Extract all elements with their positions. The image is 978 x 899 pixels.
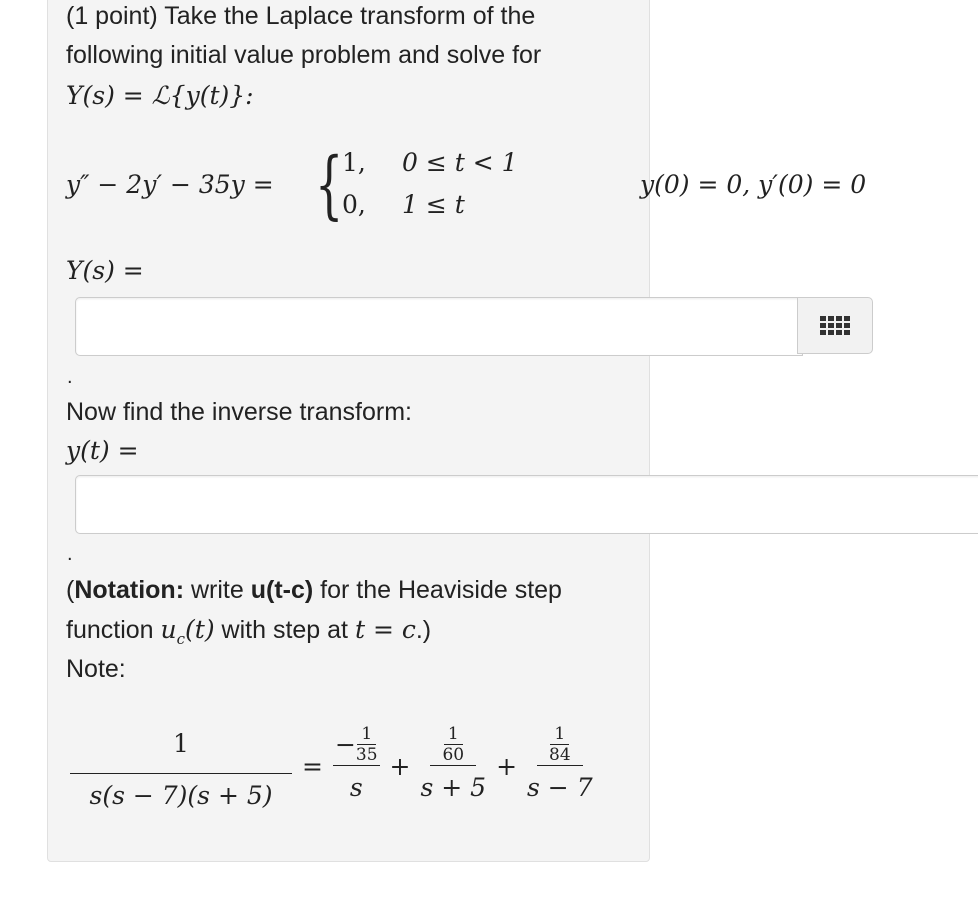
text: for the Heaviside step: [313, 576, 562, 604]
text: write: [184, 576, 251, 604]
denominator: s: [349, 772, 363, 802]
inner-fraction: [549, 724, 571, 765]
numerator: 1: [70, 715, 292, 774]
inner-fraction: [356, 724, 378, 765]
keypad-grid-icon: [820, 316, 850, 335]
numerator: [430, 724, 476, 766]
math-keypad-button[interactable]: [797, 297, 873, 354]
lhs-fraction: [70, 715, 292, 818]
inner-num: 1: [357, 724, 376, 745]
case2-condition: 1 ≤ t: [402, 190, 465, 219]
numerator: [333, 724, 380, 766]
case1-condition: 0 ≤ t < 1: [402, 148, 518, 177]
numerator: [537, 724, 583, 766]
text: .): [415, 616, 432, 644]
plus: +: [389, 752, 411, 781]
intro-line-1: (1 point) Take the Laplace transform of the: [66, 2, 536, 30]
inner-den: 84: [549, 744, 571, 765]
inner-den: 35: [355, 744, 378, 765]
denominator: s − 7: [527, 772, 593, 802]
equals: =: [302, 752, 323, 781]
math: t = c: [354, 615, 416, 644]
case1-value: 1,: [342, 148, 366, 177]
y-answer-input[interactable]: [75, 475, 978, 534]
paren: (: [66, 576, 75, 604]
partial-fraction-identity: [70, 715, 593, 818]
text: function: [66, 616, 161, 644]
case-brace: {: [315, 142, 344, 228]
plus: +: [496, 752, 518, 781]
term-1: [333, 724, 380, 810]
note-label: Note:: [66, 655, 126, 683]
inner-den: 60: [442, 744, 465, 765]
math: (t): [185, 615, 215, 644]
notation-code: u(t-c): [250, 576, 314, 604]
Y-label: Y(s) =: [66, 256, 144, 285]
term-2: [421, 724, 487, 810]
notation-line-1: [66, 571, 562, 610]
inverse-prompt: Now find the inverse transform:: [66, 398, 412, 426]
y-label: y(t) =: [66, 436, 139, 465]
math: u: [160, 615, 177, 644]
text: with step at: [214, 616, 355, 644]
case2-value: 0,: [342, 190, 366, 219]
inner-num: 1: [444, 724, 463, 745]
initial-conditions: y(0) = 0, y′(0) = 0: [640, 170, 867, 199]
inner-fraction: [442, 724, 464, 765]
dot: .: [67, 366, 73, 388]
dot: .: [67, 543, 73, 565]
notation-label: Notation:: [74, 576, 185, 604]
term-3: [527, 724, 593, 810]
Y-answer-input[interactable]: [75, 297, 803, 356]
denominator: s(s − 7)(s + 5): [89, 781, 273, 810]
denominator: s + 5: [420, 772, 487, 802]
ode-lhs: y″ − 2y′ − 35y =: [66, 170, 274, 199]
minus: −: [334, 729, 356, 759]
inner-num: 1: [550, 724, 569, 745]
intro-math: Y(s) = ℒ{y(t)}:: [66, 81, 254, 110]
math-sub: c: [176, 630, 186, 648]
intro-line-2: following initial value problem and solve for: [66, 41, 542, 69]
